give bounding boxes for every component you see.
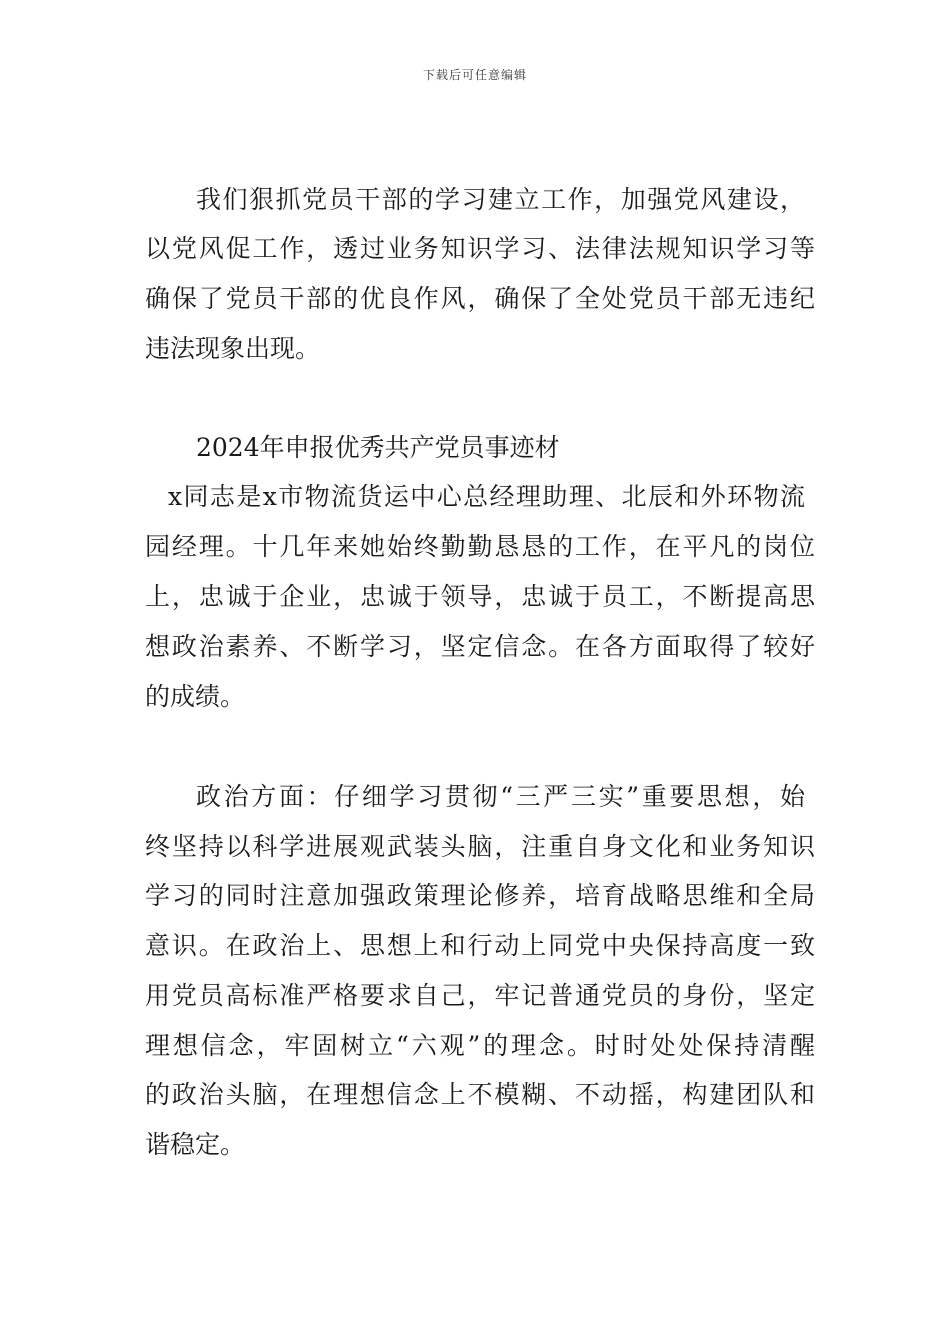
header-note: 下载后可任意编辑 — [422, 68, 527, 82]
text-line: 确保了党员干部的优良作风，确保了全处党员干部无违纪 — [145, 284, 815, 313]
text-line: 以党风促工作，透过业务知识学习、法律法规知识学习等 — [145, 234, 815, 263]
text-line: 学习的同时注意加强政策理论修养，培育战略思维和全局 — [145, 881, 815, 910]
text-line: 理想信念，牢固树立“六观”的理念。时时处处保持清醒 — [145, 1031, 815, 1060]
text-line: 园经理。十几年来她始终勤勤恳恳的工作，在平凡的岗位 — [145, 532, 815, 561]
text-line: 政治方面：仔细学习贯彻“三严三实”重要思想，始 — [196, 782, 805, 811]
text-line: 的政治头脑，在理想信念上不模糊、不动摇，构建团队和 — [145, 1080, 815, 1109]
text-line: 我们狠抓党员干部的学习建立工作，加强党风建设， — [196, 185, 805, 214]
text-line: 终坚持以科学进展观武装头脑，注重自身文化和业务知识 — [145, 832, 815, 861]
text-line: 想政治素养、不断学习，坚定信念。在各方面取得了较好 — [145, 632, 815, 661]
text-line: 用党员高标准严格要求自己，牢记普通党员的身份，坚定 — [145, 981, 815, 1010]
article-heading: 2024年申报优秀共产党员事迹材 — [196, 433, 560, 462]
text-line: 的成绩。 — [145, 682, 246, 711]
text-line: 上，忠诚于企业，忠诚于领导，忠诚于员工，不断提高思 — [145, 582, 815, 611]
text-line: 谐稳定。 — [145, 1130, 246, 1159]
text-line: 意识。在政治上、思想上和行动上同党中央保持高度一致 — [145, 931, 815, 960]
text-line: 违法现象出现。 — [145, 334, 321, 363]
text-line: x同志是x市物流货运中心总经理助理、北辰和外环物流 — [168, 482, 805, 511]
